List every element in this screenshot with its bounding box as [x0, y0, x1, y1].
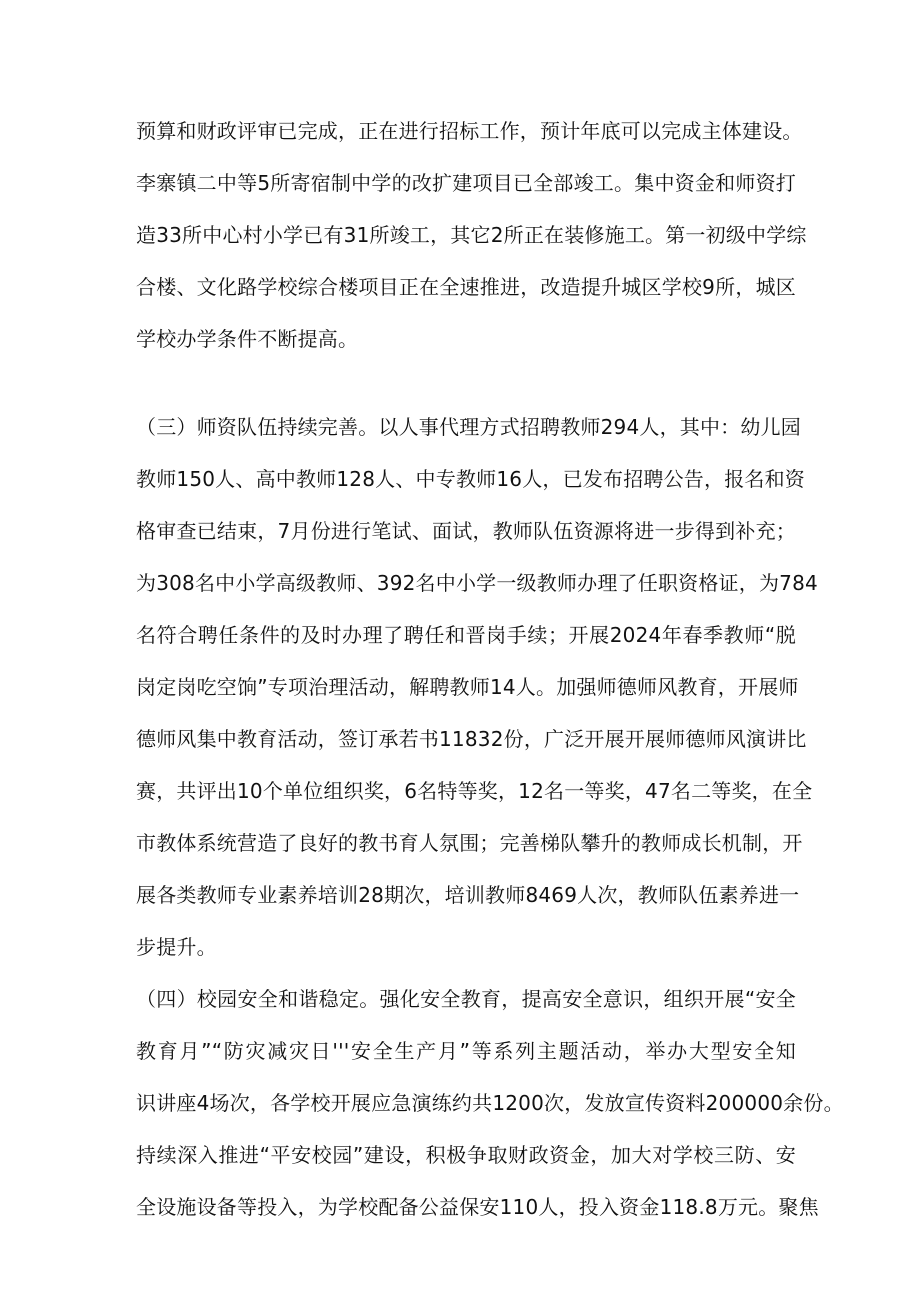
paragraph-2-line-10: 展各类教师专业素养培训28期次，培训教师8469人次，教师队伍素养进一 [136, 883, 800, 907]
paragraph-3-line-4: 持续深入推进“平安校园”建设，积极争取财政资金，加大对学校三防、安 [136, 1143, 796, 1167]
paragraph-2-line-1: （三）师资队伍持续完善。以人事代理方式招聘教师294人，其中：幼儿园 [136, 415, 801, 439]
paragraph-1-line-5: 学校办学条件不断提高。 [136, 327, 359, 351]
paragraph-2-line-6: 岗定岗吃空饷”专项治理活动，解聘教师14人。加强师德师风教育，开展师 [136, 675, 799, 699]
paragraph-1-line-1: 预算和财政评审已完成，正在进行招标工作，预计年底可以完成主体建设。 [136, 119, 803, 143]
paragraph-3-line-3: 识讲座4场次，各学校开展应急演练约共1200次，发放宣传资料200000余份。 [136, 1091, 844, 1115]
paragraph-2-line-2: 教师150人、高中教师128人、中专教师16人，已发布招聘公告，报名和资 [136, 467, 805, 491]
paragraph-2-line-3: 格审查已结束，7月份进行笔试、面试，教师队伍资源将进一步得到补充； [136, 519, 796, 543]
paragraph-3-line-2: 教育月”“防灾减灾日'''安全生产月”等系列主题活动，举办大型安全知 [136, 1039, 796, 1063]
paragraph-2-line-7: 德师风集中教育活动，签订承若书11832份，广泛开展开展师德师风演讲比 [136, 727, 807, 751]
paragraph-3-line-1: （四）校园安全和谐稳定。强化安全教育，提高安全意识，组织开展“安全 [136, 987, 796, 1011]
paragraph-1-line-3: 造33所中心村小学已有31所竣工，其它2所正在装修施工。第一初级中学综 [136, 223, 807, 247]
paragraph-2-line-5: 名符合聘任条件的及时办理了聘任和晋岗手续；开展2024年春季教师“脱 [136, 623, 796, 647]
paragraph-2-line-9: 市教体系统营造了良好的教书育人氛围；完善梯队攀升的教师成长机制，开 [136, 831, 803, 855]
paragraph-2-line-11: 步提升。 [136, 935, 217, 959]
paragraph-1-line-2: 李寨镇二中等5所寄宿制中学的改扩建项目已全部竣工。集中资金和师资打 [136, 171, 796, 195]
paragraph-3-line-5: 全设施设备等投入，为学校配备公益保安110人，投入资金118.8万元。聚焦 [136, 1195, 819, 1219]
paragraph-2-line-8: 赛，共评出10个单位组织奖，6名特等奖，12名一等奖，47名二等奖，在全 [136, 779, 813, 803]
paragraph-2-line-4: 为308名中小学高级教师、392名中小学一级教师办理了任职资格证，为784 [136, 571, 818, 595]
paragraph-1-line-4: 合楼、文化路学校综合楼项目正在全速推进，改造提升城区学校9所，城区 [136, 275, 796, 299]
